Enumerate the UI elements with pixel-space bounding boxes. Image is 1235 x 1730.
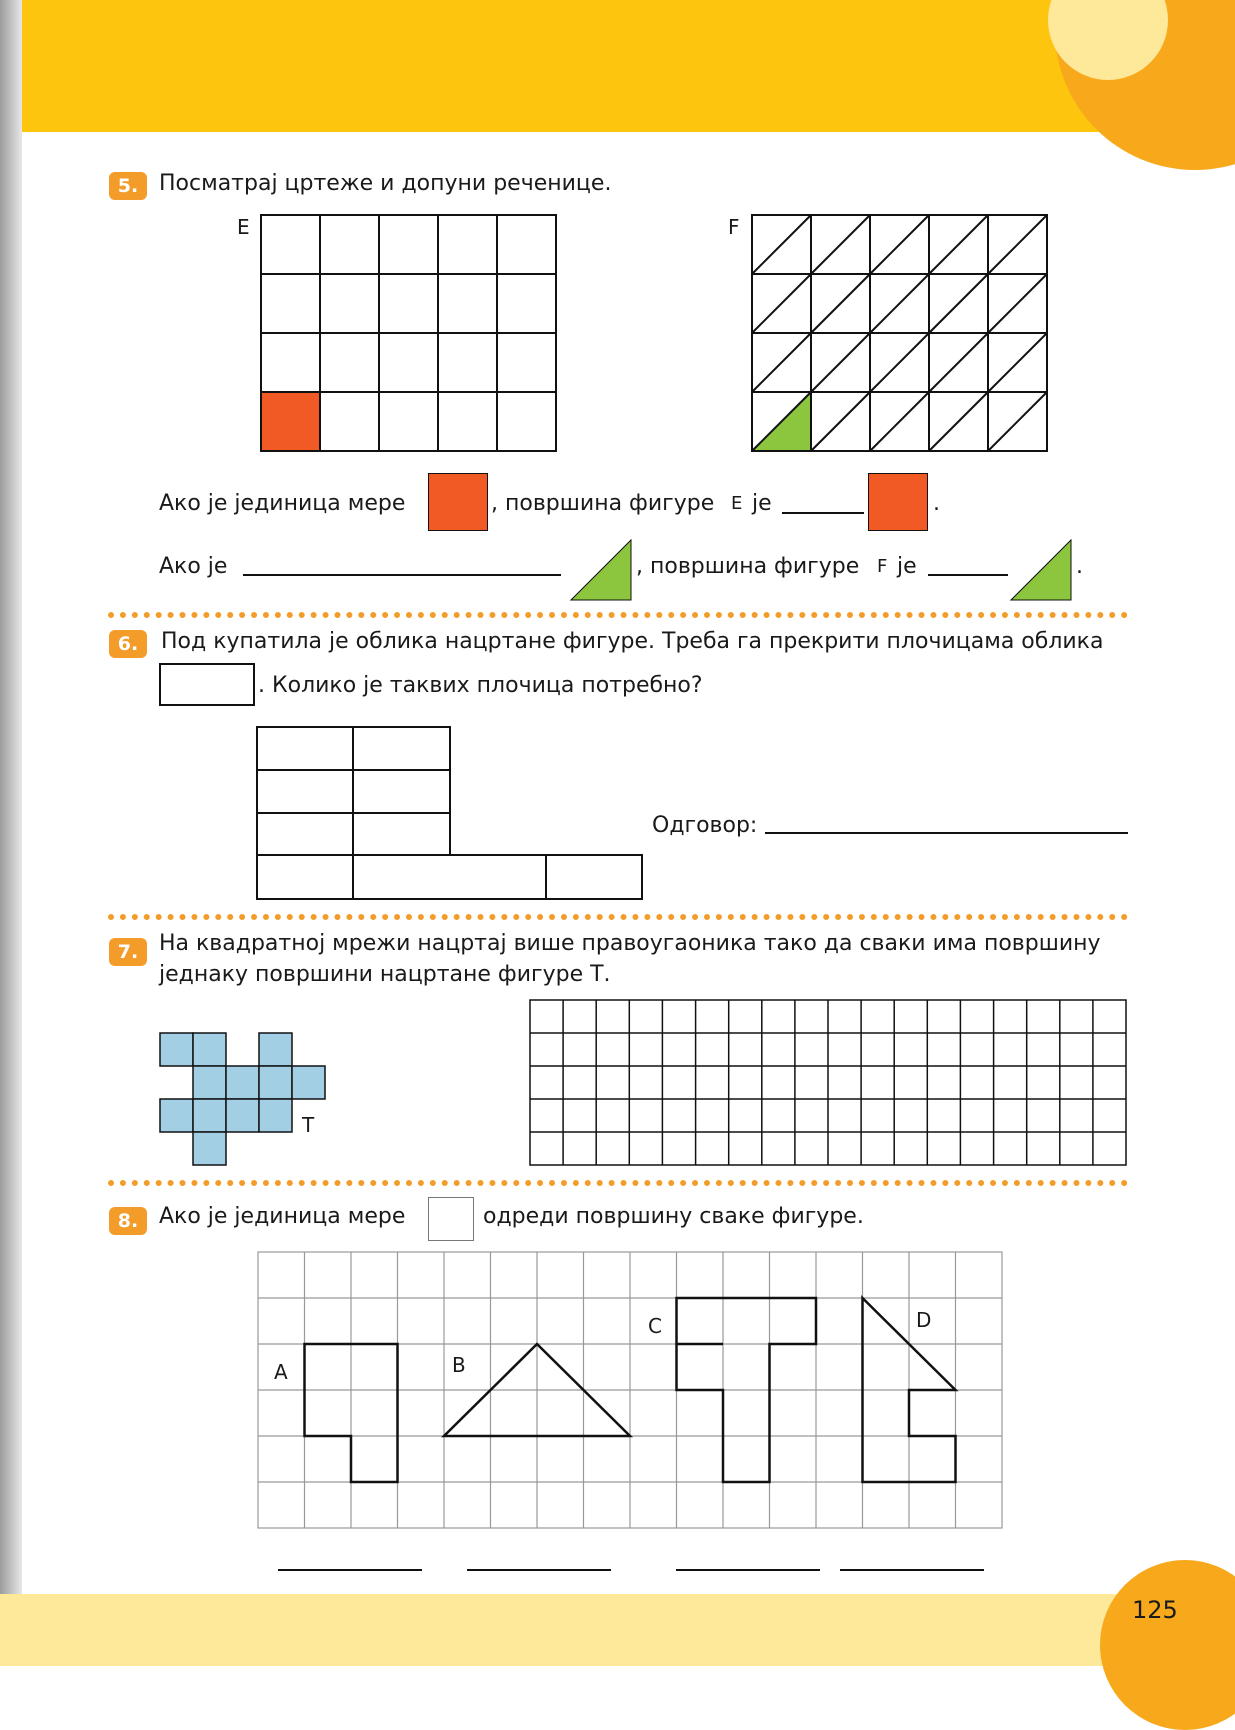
- unit-square-empty: [428, 1197, 474, 1241]
- figure-e-label: E: [237, 215, 250, 239]
- exercise-6-line2: . Колико је таквих плочица потребно?: [258, 673, 703, 698]
- exercise-6-line1: Под купатила је облика нацртане фигуре. Треба га прекрити плочицама облика: [161, 629, 1104, 654]
- unit-triangle-green-2: [1011, 540, 1073, 602]
- ex8-answer-line-b[interactable]: [467, 1569, 611, 1571]
- figure-e-unit-square: [261, 392, 320, 451]
- header-shadow-strip: [0, 0, 22, 1666]
- ex8-answer-line-d[interactable]: [840, 1569, 984, 1571]
- unit-triangle-green: [571, 540, 633, 602]
- divider-2: [108, 914, 1128, 920]
- ex5-sentence1-mid: , површина фигуре: [491, 491, 715, 516]
- ex5-sentence2-mid: , површина фигуре: [636, 554, 860, 579]
- ex8-answer-line-c[interactable]: [676, 1569, 820, 1571]
- exercise-7-line1: На квадратној мрежи нацртај више правоугаоника тако да сваки има површину: [159, 931, 1101, 956]
- ex5-answer-line-1[interactable]: [782, 512, 864, 514]
- ex5-sentence1-je: је: [752, 491, 772, 516]
- divider-3: [108, 1180, 1128, 1186]
- unit-square-orange: [428, 473, 488, 531]
- ex5-sentence1-end: .: [933, 491, 940, 516]
- ex5-sentence2-start: Ако је: [159, 554, 228, 579]
- bathroom-floor-figure: [257, 727, 647, 903]
- footer-band: [0, 1594, 1235, 1666]
- figure-f-grid: [752, 215, 1052, 455]
- figure-d-label: D: [916, 1308, 932, 1332]
- figure-e-grid: [261, 215, 561, 455]
- exercise-5-number: 5.: [109, 172, 147, 200]
- exercise-5-instruction: Посматрај цртеже и допуни реченице.: [159, 171, 612, 196]
- ex5-sentence2-end: .: [1076, 554, 1083, 579]
- figure-f-label: F: [728, 215, 740, 239]
- exercise-8-text-a: Ако је јединица мере: [159, 1204, 406, 1229]
- exercise-8-text-b: одреди површину сваке фигуре.: [483, 1204, 864, 1229]
- exercise-7-line2: једнаку површини нацртане фигуре Т.: [159, 962, 611, 987]
- ex8-answer-line-a[interactable]: [278, 1569, 422, 1571]
- ex6-answer-line[interactable]: [765, 832, 1128, 834]
- page-number-circle: [1100, 1560, 1235, 1730]
- exercise-8-number: 8.: [109, 1207, 147, 1235]
- square-grid-ex7[interactable]: [530, 1000, 1130, 1166]
- exercise-6-number: 6.: [109, 630, 147, 658]
- ex5-sentence2-je: је: [897, 554, 917, 579]
- figure-c-label: C: [648, 1314, 662, 1338]
- ex5-answer-line-3[interactable]: [928, 574, 1008, 576]
- ex5-sentence2-f: F: [877, 556, 888, 577]
- ex5-sentence1-e: E: [731, 493, 743, 514]
- ex5-sentence1-start: Ако је јединица мере: [159, 491, 406, 516]
- tile-shape: [159, 663, 255, 706]
- figure-b-label: B: [452, 1353, 466, 1377]
- figure-t-label: Т: [302, 1113, 315, 1137]
- unit-square-orange-2: [868, 473, 928, 531]
- ex6-answer-label: Одговор:: [652, 813, 758, 838]
- divider-1: [108, 612, 1128, 618]
- ex5-answer-line-2[interactable]: [243, 574, 561, 576]
- figure-t: [160, 1033, 330, 1168]
- page-number: 125: [1132, 1596, 1178, 1624]
- figure-a-label: A: [274, 1360, 288, 1384]
- exercise-7-number: 7.: [109, 938, 147, 966]
- figures-grid-ex8: [258, 1252, 1008, 1532]
